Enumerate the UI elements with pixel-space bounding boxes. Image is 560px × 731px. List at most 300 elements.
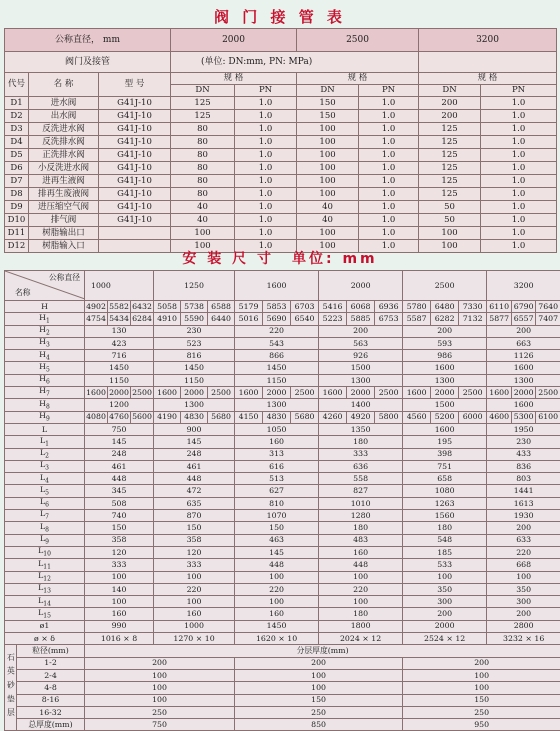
dimension-symbol: L <box>38 596 43 605</box>
dimension-value: 2500 <box>536 387 560 399</box>
layer-thickness: 100 <box>85 669 235 681</box>
dn-header: DN <box>297 85 359 97</box>
dimension-label <box>5 485 85 497</box>
dimension-row <box>5 374 560 386</box>
valve-row <box>5 175 557 188</box>
dimension-value: 220 <box>154 583 235 595</box>
dimension-value: 900 <box>154 423 235 435</box>
dimension-value: 1600 <box>85 387 108 399</box>
dimension-value: 6936 <box>375 301 403 313</box>
valve-cell: 进压缩空气阀 <box>29 201 99 214</box>
dimension-value: 1263 <box>403 497 487 509</box>
dimension-value: 1400 <box>319 399 403 411</box>
valve-cell: 1.0 <box>359 227 419 240</box>
valve-row <box>5 149 557 162</box>
pn-header: PN <box>481 85 557 97</box>
valve-cell: D9 <box>5 201 29 214</box>
dimension-value: 1600 <box>487 362 560 374</box>
valve-cell: 80 <box>171 162 235 175</box>
dimension-value: 636 <box>319 460 403 472</box>
diameter-col-2: 2500 <box>297 29 419 52</box>
dimension-value: 100 <box>319 571 403 583</box>
valve-cell: 100 <box>297 175 359 188</box>
dimension-row <box>5 559 560 571</box>
dimension-value: 1070 <box>235 510 319 522</box>
dimension-value: 100 <box>85 571 154 583</box>
dimension-row <box>5 534 560 546</box>
dimension-value: 4150 <box>235 411 263 423</box>
dimension-value: 6557 <box>512 313 536 325</box>
dimension-value: 1950 <box>487 423 560 435</box>
sand-side-label: 石英砂垫层 <box>5 645 17 731</box>
dimension-value: 120 <box>85 546 154 558</box>
dimension-value: 398 <box>403 448 487 460</box>
dimension-value: 1600 <box>403 423 487 435</box>
thickness-label: 分层厚度(mm) <box>85 645 560 657</box>
dimension-value: 333 <box>154 559 235 571</box>
dimension-label <box>5 448 85 460</box>
dimension-value: 5877 <box>487 313 512 325</box>
valve-cell: 100 <box>297 149 359 162</box>
valve-cell: 1.0 <box>481 227 557 240</box>
dimension-label <box>5 399 85 411</box>
dimension-value: 6110 <box>487 301 512 313</box>
dimension-value: 100 <box>487 571 560 583</box>
dimension-value: 358 <box>85 534 154 546</box>
valve-cell: 1.0 <box>359 110 419 123</box>
valve-cell: 100 <box>419 227 481 240</box>
dimension-value: 533 <box>403 559 487 571</box>
valves-label: 阀门及接管 <box>5 52 171 73</box>
dimension-value: 2000 <box>108 387 131 399</box>
dimension-value: 100 <box>154 596 235 608</box>
valve-cell: 1.0 <box>481 201 557 214</box>
layer-thickness: 100 <box>403 682 560 694</box>
dimension-label <box>5 374 85 386</box>
valve-cell: 1.0 <box>481 123 557 136</box>
valve-cell: G41J-10 <box>99 149 171 162</box>
dimension-value: 6432 <box>131 301 154 313</box>
dn-header: DN <box>171 85 235 97</box>
valve-cell: 100 <box>297 188 359 201</box>
dimension-row <box>5 387 560 399</box>
dimension-value: 663 <box>487 337 560 349</box>
dimension-subscript: 4 <box>45 477 49 484</box>
valve-cell: 1.0 <box>359 214 419 227</box>
valve-cell: G41J-10 <box>99 201 171 214</box>
layer-thickness: 100 <box>235 682 403 694</box>
layer-thickness: 200 <box>403 657 560 669</box>
dimension-value: 185 <box>403 546 487 558</box>
dimension-symbol: H <box>39 313 46 322</box>
diameter-header: 1600 <box>235 271 319 301</box>
dimension-value: 195 <box>403 436 487 448</box>
dimension-value: 1050 <box>235 423 319 435</box>
col-name: 名 称 <box>29 73 99 97</box>
dimension-symbol: H <box>39 337 46 346</box>
diameter-header: 3200 <box>487 271 560 301</box>
dimension-value: 1450 <box>235 362 319 374</box>
dimension-value: 1126 <box>487 350 560 362</box>
diameter-header: 1000 <box>85 271 154 301</box>
dimension-value: 2000 <box>431 387 459 399</box>
dimension-symbol: ø × δ <box>34 634 55 643</box>
valve-cell: 1.0 <box>235 149 297 162</box>
dimension-value: 5179 <box>235 301 263 313</box>
valve-cell: G41J-10 <box>99 175 171 188</box>
dimension-row <box>5 608 560 620</box>
dimension-value: 1613 <box>487 497 560 509</box>
dimension-value: 1600 <box>403 387 431 399</box>
valve-row <box>5 188 557 201</box>
dimension-row <box>5 510 560 522</box>
grain-size: 8-16 <box>17 694 85 706</box>
dimension-value: 145 <box>235 546 319 558</box>
valve-cell: 排再生废液阀 <box>29 188 99 201</box>
dimension-value: 463 <box>235 534 319 546</box>
dimension-value: 7407 <box>536 313 560 325</box>
dimension-subscript: 11 <box>43 563 51 570</box>
dimension-value: 4754 <box>85 313 108 325</box>
dimension-value: 200 <box>403 325 487 337</box>
dimension-symbol: H <box>39 399 46 408</box>
dimension-value: 1500 <box>403 399 487 411</box>
dimension-row <box>5 485 560 497</box>
dimension-value: 6703 <box>291 301 319 313</box>
dimension-value: 1600 <box>403 362 487 374</box>
valve-cell: 200 <box>419 110 481 123</box>
dimension-value: 5200 <box>431 411 459 423</box>
layer-thickness: 950 <box>403 719 560 731</box>
valve-cell: 1.0 <box>235 240 297 253</box>
valve-cell: 1.0 <box>235 123 297 136</box>
valve-row <box>5 136 557 149</box>
dimension-value: 2500 <box>291 387 319 399</box>
dimension-value: 423 <box>85 337 154 349</box>
dimension-value: 1300 <box>235 399 319 411</box>
dimension-value: 130 <box>85 325 154 337</box>
dimension-subscript: 15 <box>43 612 51 619</box>
dimension-subscript: 12 <box>43 575 51 582</box>
dimension-value: 100 <box>235 596 319 608</box>
dimension-value: 1450 <box>235 620 319 632</box>
dimension-value: 2000 <box>512 387 536 399</box>
valve-row <box>5 97 557 110</box>
dimension-value: 180 <box>319 522 403 534</box>
dimension-symbol: L <box>40 522 45 531</box>
dimension-symbol: H <box>39 350 46 359</box>
valve-cell: 40 <box>297 214 359 227</box>
unit-note: (单位: DN:mm, PN: MPa) <box>171 52 419 73</box>
valve-cell: 125 <box>419 162 481 175</box>
dimension-value: 6790 <box>512 301 536 313</box>
dimension-value: 2000 <box>263 387 291 399</box>
dimension-symbol: L <box>40 485 45 494</box>
dimension-symbol: L <box>40 448 45 457</box>
dimension-value: 100 <box>319 596 403 608</box>
layer-thickness: 150 <box>235 694 403 706</box>
valve-cell: 125 <box>419 123 481 136</box>
dimension-value: 2500 <box>375 387 403 399</box>
dimension-symbol: ø1 <box>40 621 50 630</box>
dimension-row <box>5 325 560 337</box>
diameter-col-3: 3200 <box>419 29 557 52</box>
valve-row <box>5 201 557 214</box>
dimension-label <box>5 510 85 522</box>
dimension-symbol: L <box>38 546 43 555</box>
valve-cell: 进水阀 <box>29 97 99 110</box>
dimension-subscript: 9 <box>46 416 50 423</box>
dimension-value: 635 <box>154 497 235 509</box>
dimension-label <box>5 559 85 571</box>
dimension-row <box>5 301 560 313</box>
dimension-value: 448 <box>235 559 319 571</box>
valve-cell: 125 <box>171 97 235 110</box>
dimension-value: 558 <box>319 473 403 485</box>
dimension-value: 1000 <box>154 620 235 632</box>
dimension-value: 716 <box>85 350 154 362</box>
sand-row <box>5 657 560 669</box>
dimension-value: 461 <box>154 460 235 472</box>
valve-cell: 125 <box>419 149 481 162</box>
dimension-value: 740 <box>85 510 154 522</box>
dimension-value: 616 <box>235 460 319 472</box>
dimension-subscript: 2 <box>46 330 50 337</box>
valve-cell: G41J-10 <box>99 136 171 149</box>
valve-cell: 1.0 <box>359 123 419 136</box>
valve-cell: 出水阀 <box>29 110 99 123</box>
dimension-value: 150 <box>85 522 154 534</box>
valve-cell: 1.0 <box>481 149 557 162</box>
valve-cell: 1.0 <box>481 110 557 123</box>
valve-cell: 1.0 <box>359 97 419 110</box>
sand-row <box>5 682 560 694</box>
dimension-value: 350 <box>403 583 487 595</box>
dimension-value: 5434 <box>108 313 131 325</box>
dimension-value: 543 <box>235 337 319 349</box>
valve-cell: 125 <box>419 188 481 201</box>
dimension-row <box>5 313 560 325</box>
layer-thickness: 250 <box>403 706 560 718</box>
dimension-value: 1450 <box>154 362 235 374</box>
dimension-value: 6440 <box>208 313 235 325</box>
dimension-symbol: L <box>40 510 45 519</box>
dimension-value: 5680 <box>291 411 319 423</box>
dimension-value: 5016 <box>235 313 263 325</box>
valve-cell: 200 <box>419 97 481 110</box>
dimension-label <box>5 387 85 399</box>
dimension-label <box>5 473 85 485</box>
dimension-symbol: H <box>39 387 46 396</box>
dimension-value: 1010 <box>319 497 403 509</box>
dimension-value: 4920 <box>347 411 375 423</box>
valve-cell: 40 <box>171 214 235 227</box>
sand-row <box>5 706 560 718</box>
valve-cell: 1.0 <box>235 188 297 201</box>
dimension-value: 4830 <box>181 411 208 423</box>
valve-cell: 进再生液阀 <box>29 175 99 188</box>
dimension-row <box>5 620 560 632</box>
valve-cell: 1.0 <box>359 149 419 162</box>
valve-cell: 80 <box>171 188 235 201</box>
valve-row <box>5 110 557 123</box>
valve-cell: 1.0 <box>359 201 419 214</box>
valve-row <box>5 214 557 227</box>
dimension-value: 1600 <box>319 387 347 399</box>
valve-cell: D5 <box>5 149 29 162</box>
dimension-value: 220 <box>487 546 560 558</box>
dimension-row <box>5 362 560 374</box>
dimension-value: 1500 <box>319 362 403 374</box>
layer-thickness: 100 <box>85 694 235 706</box>
dimension-value: 140 <box>85 583 154 595</box>
dimension-value: 6540 <box>291 313 319 325</box>
dimension-label <box>5 571 85 583</box>
dimension-symbol: H <box>39 362 46 371</box>
layer-thickness: 100 <box>403 669 560 681</box>
valve-cell: D1 <box>5 97 29 110</box>
dimension-value: 1300 <box>319 374 403 386</box>
dimension-value: 5800 <box>375 411 403 423</box>
diameter-header: 2500 <box>403 271 487 301</box>
valve-cell: D4 <box>5 136 29 149</box>
dimension-value: 5582 <box>108 301 131 313</box>
valve-cell <box>99 227 171 240</box>
valve-cell: 排气阀 <box>29 214 99 227</box>
layer-thickness: 200 <box>85 657 235 669</box>
dimension-value: 1560 <box>403 510 487 522</box>
dimension-row <box>5 497 560 509</box>
dimension-value: 483 <box>319 534 403 546</box>
valve-cell: 1.0 <box>235 136 297 149</box>
dimension-value: 7640 <box>536 301 560 313</box>
dimension-label <box>5 596 85 608</box>
valve-cell: 1.0 <box>359 136 419 149</box>
dimension-value: 358 <box>154 534 235 546</box>
dimension-value: 1300 <box>487 374 560 386</box>
dimension-value: 230 <box>154 325 235 337</box>
dimension-value: 803 <box>487 473 560 485</box>
dimension-label <box>5 583 85 595</box>
dimension-label <box>5 620 85 632</box>
dimension-value: 472 <box>154 485 235 497</box>
dimension-subscript: 7 <box>46 391 50 398</box>
dimension-value: 1600 <box>235 387 263 399</box>
dimension-label <box>5 460 85 472</box>
dimension-symbol: L <box>40 436 45 445</box>
dimension-label <box>5 362 85 374</box>
dimension-value: 100 <box>235 571 319 583</box>
dimension-value: 986 <box>403 350 487 362</box>
valve-cell: 树脂输入口 <box>29 240 99 253</box>
grain-size: 16-32 <box>17 706 85 718</box>
dimension-value: 1200 <box>85 399 154 411</box>
dimension-value: 827 <box>319 485 403 497</box>
dimension-value: 1441 <box>487 485 560 497</box>
grain-size: 总厚度(mm) <box>17 719 85 731</box>
dimension-subscript: 6 <box>45 502 49 509</box>
valve-cell: 100 <box>297 240 359 253</box>
sand-header-row <box>5 645 560 657</box>
valve-cell: 1.0 <box>481 240 557 253</box>
valve-cell: 125 <box>171 110 235 123</box>
dimension-symbol: L <box>38 608 43 617</box>
dimension-value: 4600 <box>487 411 512 423</box>
dimension-symbol: L <box>38 583 43 592</box>
dimension-value: 810 <box>235 497 319 509</box>
dimension-value: 300 <box>487 596 560 608</box>
dimension-value: 816 <box>154 350 235 362</box>
dimension-value: 448 <box>319 559 403 571</box>
valve-cell: D2 <box>5 110 29 123</box>
dimension-label <box>5 325 85 337</box>
dimension-value: 5600 <box>131 411 154 423</box>
dimension-value: 6000 <box>459 411 487 423</box>
dimension-value: 2000 <box>181 387 208 399</box>
dimension-value: 4560 <box>403 411 431 423</box>
dimension-value: 1600 <box>487 387 512 399</box>
dimension-symbol: L <box>42 425 47 434</box>
dimension-label <box>5 608 85 620</box>
sand-row <box>5 669 560 681</box>
dimension-value: 5690 <box>263 313 291 325</box>
dimension-value: 2500 <box>459 387 487 399</box>
valve-cell: 1.0 <box>481 97 557 110</box>
dimension-symbol: L <box>40 534 45 543</box>
dimension-value: 220 <box>319 583 403 595</box>
layer-thickness: 100 <box>235 669 403 681</box>
dimension-value: 313 <box>235 448 319 460</box>
dimension-value: 1300 <box>403 374 487 386</box>
dimension-value: 2800 <box>487 620 560 632</box>
dimension-subscript: 4 <box>46 354 50 361</box>
valve-cell: 80 <box>171 149 235 162</box>
dimension-value: 2000 <box>347 387 375 399</box>
valve-cell: D3 <box>5 123 29 136</box>
dimension-value: 658 <box>403 473 487 485</box>
dimension-value: 1620 × 10 <box>235 633 319 645</box>
dimension-value: 5223 <box>319 313 347 325</box>
valve-cell: D6 <box>5 162 29 175</box>
dimension-value: 1450 <box>85 362 154 374</box>
dimension-row <box>5 583 560 595</box>
valve-cell: 小反洗进水阀 <box>29 162 99 175</box>
dimension-value: 2000 <box>403 620 487 632</box>
dimension-row <box>5 473 560 485</box>
dimension-row <box>5 436 560 448</box>
dimension-symbol: H <box>41 302 48 311</box>
valve-cell: 1.0 <box>235 97 297 110</box>
dimension-value: 4080 <box>85 411 108 423</box>
nominal-diameter-label: 公称直径， mm <box>5 29 171 52</box>
valve-row <box>5 162 557 175</box>
dimension-value: 6480 <box>431 301 459 313</box>
dimension-subscript: 3 <box>46 342 50 349</box>
dimension-value: 100 <box>154 571 235 583</box>
dimension-symbol: H <box>39 325 46 334</box>
sand-total-row <box>5 719 560 731</box>
pn-header: PN <box>235 85 297 97</box>
dimension-value: 7132 <box>459 313 487 325</box>
dimension-value: 5416 <box>319 301 347 313</box>
valve-cell: D7 <box>5 175 29 188</box>
valve-cell: 80 <box>171 136 235 149</box>
dimension-value: 1080 <box>403 485 487 497</box>
dimension-label <box>5 337 85 349</box>
dimension-value: 1930 <box>487 510 560 522</box>
valve-cell: 80 <box>171 175 235 188</box>
dimension-row <box>5 571 560 583</box>
